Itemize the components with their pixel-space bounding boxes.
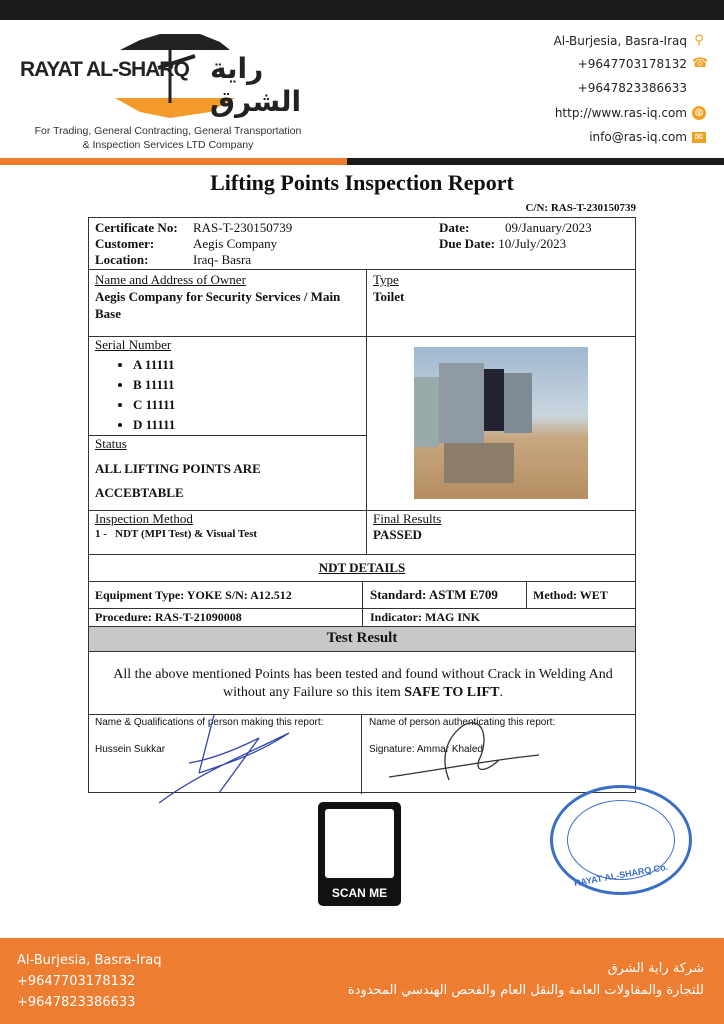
logo-text-en: RAYAT AL-SHARQ — [20, 58, 189, 81]
result-text: All the above mentioned Points has been tested and found without Crack in Welding And without any Failure so this item — [113, 667, 613, 700]
status-label: Status — [95, 436, 127, 451]
report-title: Lifting Points Inspection Report — [210, 170, 514, 195]
owner-cell — [95, 271, 355, 322]
footer-address: Al-Burjesia, Basra-Iraq — [17, 953, 162, 968]
footer-phone-1: +9647703178132 — [17, 974, 136, 989]
auth-label: Name of person authenticating this report: — [369, 717, 556, 728]
dark-stripe — [347, 158, 724, 165]
orange-stripe — [0, 158, 347, 165]
final-results-label: Final Results — [373, 511, 442, 526]
footer-arabic-company: شركة راية الشرق — [607, 961, 704, 976]
serial-item: • B 11111 — [133, 375, 175, 395]
method-value: NDT (MPI Test) & Visual Test — [115, 528, 258, 540]
indicator: Indicator: MAG INK — [370, 610, 480, 624]
location-value: Iraq- Basra — [193, 252, 252, 267]
owner-label: Name and Address of Owner — [95, 272, 246, 287]
serial-item: • D 11111 — [133, 415, 175, 435]
location-pin-icon: ⚲ — [694, 33, 704, 48]
top-bar — [0, 0, 724, 20]
method-label: Inspection Method — [95, 511, 193, 526]
type-cell — [373, 271, 404, 305]
website-link[interactable]: http://www.ras-iq.com — [554, 106, 687, 120]
status-line-1: ALL LIFTING POINTS ARE — [95, 461, 261, 476]
header-website[interactable] — [555, 106, 706, 120]
auth-signature — [389, 715, 549, 785]
report-table — [88, 217, 636, 793]
date-label: Date: — [439, 220, 470, 235]
company-logo — [20, 28, 320, 123]
maker-name: Hussein Sukkar — [95, 744, 166, 755]
footer-phone-2: +9647823386633 — [17, 995, 136, 1010]
qr-code[interactable] — [318, 802, 401, 906]
certificate-label: Certificate No: — [95, 220, 178, 235]
standard: Standard: ASTM E709 — [370, 587, 498, 602]
certificate-value: RAS-T-230150739 — [193, 220, 293, 235]
header-address — [554, 34, 706, 48]
status-line-2: ACCEBTABLE — [95, 485, 184, 500]
due-date-label: Due Date: — [439, 236, 495, 251]
maker-label: Name & Qualifications of person making this report: — [95, 717, 324, 728]
mail-icon: ✉ — [692, 132, 706, 143]
equipment-photo — [414, 347, 588, 499]
company-stamp: RAYAT AL-SHARQ Co. — [550, 785, 692, 895]
customer-label: Customer: — [95, 236, 155, 251]
footer — [0, 938, 724, 1024]
date-value: 09/January/2023 — [505, 220, 592, 235]
cn-number: C/N: RAS-T-230150739 — [525, 202, 636, 214]
globe-icon: ◍ — [692, 106, 706, 120]
equipment-type: Equipment Type: YOKE S/N: A12.512 — [95, 588, 292, 602]
result-end: . — [499, 685, 503, 700]
phone-icon: ☎ — [692, 56, 709, 71]
tagline-line-2: & Inspection Services LTD Company — [82, 139, 254, 151]
ndt-details-title: NDT DETAILS — [318, 560, 406, 575]
tagline-line-1: For Trading, General Contracting, General Transportation — [34, 125, 302, 137]
location-label: Location: — [95, 252, 149, 267]
header-phone-2 — [578, 81, 687, 95]
phone-text: +9647823386633 — [577, 81, 687, 95]
test-result-title: Test Result — [326, 630, 398, 646]
due-date-value: 10/July/2023 — [498, 236, 567, 251]
owner-value: Aegis Company for Security Services / Main Base — [95, 289, 341, 321]
header-email[interactable] — [589, 130, 706, 144]
serial-label: Serial Number — [95, 337, 172, 352]
tagline — [18, 124, 318, 152]
scan-me-label: SCAN ME — [331, 886, 388, 900]
status-cell — [95, 436, 261, 501]
final-results-cell — [373, 511, 441, 543]
final-results-value: PASSED — [373, 527, 422, 542]
email-link[interactable]: info@ras-iq.com — [589, 130, 687, 144]
serial-cell — [95, 337, 175, 435]
address-text: Al-Burjesia, Basra-Iraq — [553, 34, 687, 48]
serial-item: • C 11111 — [133, 395, 175, 415]
ndt-method: Method: WET — [533, 588, 608, 602]
phone-text: +9647703178132 — [577, 57, 687, 71]
auth-name: Signature: Ammar Khaled — [369, 744, 483, 755]
method-number: 1 - — [95, 528, 107, 540]
date-block — [439, 220, 592, 252]
customer-value: Aegis Company — [193, 236, 278, 251]
safe-to-lift: SAFE TO LIFT — [404, 685, 500, 700]
header-phone-1 — [577, 56, 709, 71]
method-cell — [95, 511, 257, 540]
procedure: Procedure: RAS-T-21090008 — [95, 610, 242, 624]
info-block — [95, 220, 292, 268]
type-value: Toilet — [373, 289, 405, 304]
test-result-text — [99, 666, 627, 702]
type-label: Type — [373, 272, 399, 287]
maker-signature — [159, 713, 299, 808]
logo-text-ar: راية الشرق — [210, 52, 302, 118]
footer-arabic-tagline: للتجارة والمقاولات العامة والنقل العام والفحص الهندسي المحدودة — [347, 983, 704, 998]
serial-item: • A 11111 — [133, 355, 175, 375]
